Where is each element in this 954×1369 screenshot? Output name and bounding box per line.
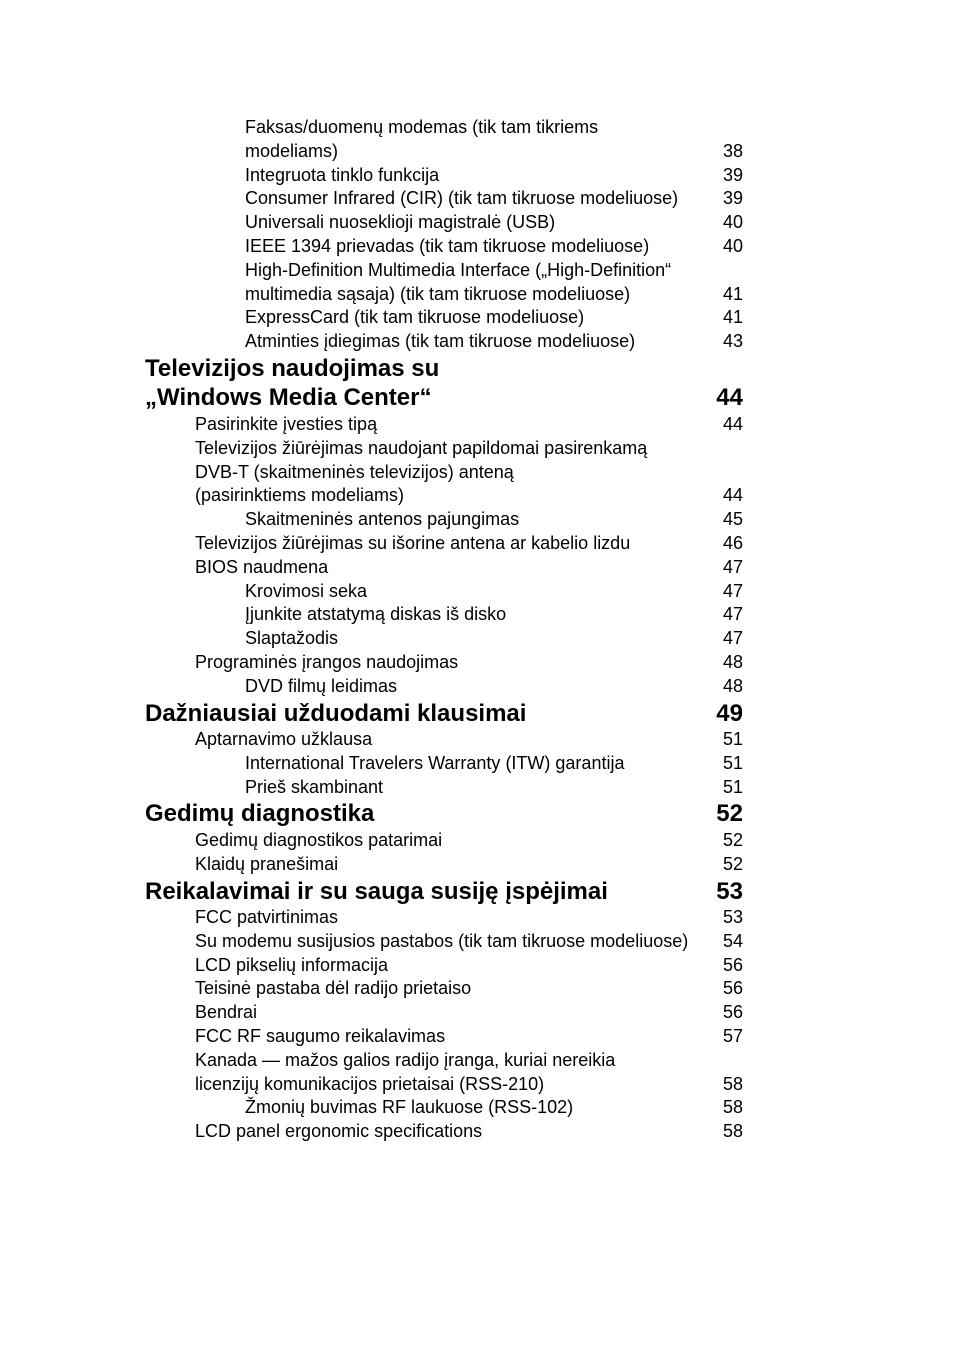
toc-entry[interactable]: [0, 580, 954, 604]
toc-entry[interactable]: [0, 776, 954, 800]
toc-page-number: 58: [722, 1121, 743, 1142]
toc-entry-title: Įjunkite atstatymą diskas iš disko: [245, 604, 507, 625]
toc-entry-title: Universali nuoseklioji magistralė (USB): [245, 212, 556, 233]
toc-entry-title: multimedia sąsaja) (tik tam tikruose modeliuose): [245, 283, 631, 304]
toc-page-number: 43: [722, 331, 743, 352]
toc-page-number: 44: [716, 384, 743, 412]
toc-page-number: 58: [722, 1097, 743, 1118]
toc-section-heading[interactable]: [0, 799, 954, 829]
toc-page-number: 57: [722, 1026, 743, 1046]
toc-entry[interactable]: [0, 651, 954, 675]
toc-page-number: 52: [722, 853, 743, 874]
toc-page-number: 53: [716, 877, 743, 905]
toc-entry-title: licenzijų komunikacijos prietaisai (RSS-210): [195, 1073, 545, 1094]
toc-entry[interactable]: [0, 413, 954, 437]
toc-entry-title: Krovimosi seka: [245, 580, 368, 601]
toc-entry[interactable]: [0, 603, 954, 627]
toc-page-number: 48: [722, 675, 743, 696]
toc-page-number: 39: [722, 188, 743, 209]
toc-entry-title: IEEE 1394 prievadas (tik tam tikruose modeliuose): [245, 235, 650, 256]
toc-entry-title: Consumer Infrared (CIR) (tik tam tikruose modeliuose): [245, 188, 679, 209]
toc-entry[interactable]: [0, 906, 954, 930]
toc-entry-title: DVB-T (skaitmeninės televizijos) anteną: [195, 461, 514, 482]
toc-entry-title: High-Definition Multimedia Interface („High-Definition“: [245, 259, 672, 280]
toc-section-heading[interactable]: [0, 699, 954, 729]
toc-entry-title: ExpressCard (tik tam tikruose modeliuose): [245, 307, 585, 328]
toc-entry[interactable]: [0, 853, 954, 877]
toc-entry[interactable]: [0, 306, 954, 330]
toc-entry-title: (pasirinktiems modeliams): [195, 485, 405, 506]
toc-entry-title: Slaptažodis: [245, 628, 339, 649]
toc-entry-title: modeliams): [245, 140, 339, 161]
toc-entry-title: Teisinė pastaba dėl radijo prietaiso: [195, 978, 472, 999]
toc-section-heading[interactable]: [0, 877, 954, 907]
toc-page-number: 40: [722, 235, 743, 256]
toc-entry-title: Integruota tinklo funkcija: [245, 164, 440, 185]
toc-entry-title: Prieš skambinant: [245, 776, 384, 797]
toc-page-number: 46: [722, 532, 743, 553]
toc-page-number: 58: [722, 1073, 743, 1094]
toc-entry-title: BIOS naudmena: [195, 556, 329, 577]
toc-entry[interactable]: [0, 235, 954, 259]
toc-page-number: 41: [722, 283, 743, 304]
toc-entry[interactable]: [0, 1001, 954, 1025]
toc-entry[interactable]: [0, 461, 954, 485]
toc-page-number: 52: [716, 800, 743, 828]
toc-entry-title: Kanada — mažos galios radijo įranga, kuriai nereikia: [195, 1049, 616, 1070]
toc-page-number: 40: [722, 212, 743, 233]
toc-entry[interactable]: [0, 556, 954, 580]
toc-entry[interactable]: [0, 1120, 954, 1144]
toc-entry[interactable]: [0, 954, 954, 978]
toc-page-number: 51: [722, 752, 743, 773]
toc-page-number: 51: [722, 729, 743, 750]
toc-entry-title: Žmonių buvimas RF laukuose (RSS-102): [245, 1097, 574, 1118]
toc-entry[interactable]: [0, 484, 954, 508]
toc-entry-title: Dažniausiai užduodami klausimai: [145, 699, 527, 727]
toc-entry-title: Bendrai: [195, 1002, 258, 1023]
toc-entry-title: Televizijos naudojimas su: [145, 354, 440, 382]
toc-page-number: 44: [722, 485, 743, 506]
toc-entry[interactable]: [0, 116, 954, 140]
toc-section-heading[interactable]: [0, 383, 954, 413]
toc-entry[interactable]: [0, 1049, 954, 1073]
toc-entry[interactable]: [0, 977, 954, 1001]
toc-entry[interactable]: [0, 1096, 954, 1120]
toc-page-number: 56: [722, 1002, 743, 1023]
toc-entry-title: Gedimų diagnostika: [145, 800, 375, 828]
toc-entry[interactable]: [0, 752, 954, 776]
toc-entry[interactable]: [0, 728, 954, 752]
toc-entry-title: LCD panel ergonomic specifications: [195, 1121, 483, 1142]
table-of-contents: [0, 116, 954, 1144]
toc-entry-title: Klaidų pranešimai: [195, 853, 339, 874]
toc-entry[interactable]: [0, 1025, 954, 1049]
toc-entry[interactable]: [0, 283, 954, 307]
toc-entry[interactable]: [0, 675, 954, 699]
toc-page-number: 38: [722, 140, 743, 161]
toc-page-number: 54: [722, 930, 743, 951]
toc-page-number: 56: [722, 954, 743, 975]
toc-entry-title: Atminties įdiegimas (tik tam tikruose modeliuose): [245, 331, 636, 352]
toc-entry-title: Televizijos žiūrėjimas naudojant papildomai pasirenkamą: [195, 437, 648, 458]
toc-entry[interactable]: [0, 437, 954, 461]
toc-entry-title: „Windows Media Center“: [145, 384, 432, 412]
toc-page-number: 49: [716, 699, 743, 727]
toc-entry-title: Faksas/duomenų modemas (tik tam tikriems: [245, 117, 599, 137]
toc-page-number: 44: [722, 413, 743, 434]
toc-page-number: 47: [722, 628, 743, 649]
toc-entry-title: Aptarnavimo užklausa: [195, 729, 373, 750]
toc-page-number: 45: [722, 509, 743, 530]
toc-entry-title: Skaitmeninės antenos pajungimas: [245, 509, 520, 530]
toc-section-heading[interactable]: [0, 354, 954, 384]
toc-page-number: 53: [722, 907, 743, 928]
toc-entry-title: LCD pikselių informacija: [195, 954, 389, 975]
toc-page-number: 47: [722, 604, 743, 625]
toc-entry[interactable]: [0, 930, 954, 954]
toc-entry[interactable]: [0, 187, 954, 211]
toc-page-number: 48: [722, 651, 743, 672]
toc-page-number: 39: [722, 164, 743, 185]
toc-entry-title: Reikalavimai ir su sauga susiję įspėjimai: [145, 877, 608, 905]
toc-entry[interactable]: [0, 532, 954, 556]
toc-entry-title: Programinės įrangos naudojimas: [195, 651, 459, 672]
toc-page-number: 47: [722, 556, 743, 577]
toc-entry[interactable]: [0, 508, 954, 532]
toc-entry[interactable]: [0, 627, 954, 651]
toc-page-number: 51: [722, 776, 743, 797]
toc-entry-title: Pasirinkite įvesties tipą: [195, 413, 378, 434]
toc-entry[interactable]: [0, 259, 954, 283]
toc-entry[interactable]: [0, 164, 954, 188]
toc-entry-title: DVD filmų leidimas: [245, 675, 398, 696]
toc-page-number: 56: [722, 978, 743, 999]
toc-page-number: 52: [722, 829, 743, 850]
toc-page-number: 41: [722, 307, 743, 328]
toc-entry[interactable]: [0, 140, 954, 164]
toc-entry[interactable]: [0, 330, 954, 354]
toc-entry[interactable]: [0, 829, 954, 853]
toc-page-number: 47: [722, 580, 743, 601]
toc-entry-title: Televizijos žiūrėjimas su išorine antena ar kabelio lizdu: [195, 532, 631, 553]
toc-entry-title: International Travelers Warranty (ITW) garantija: [245, 752, 625, 773]
toc-entry-title: FCC RF saugumo reikalavimas: [195, 1026, 446, 1046]
toc-entry[interactable]: [0, 211, 954, 235]
toc-entry[interactable]: [0, 1073, 954, 1097]
toc-entry-title: FCC patvirtinimas: [195, 907, 339, 928]
toc-entry-title: Su modemu susijusios pastabos (tik tam tikruose modeliuose): [195, 930, 689, 951]
toc-entry-title: Gedimų diagnostikos patarimai: [195, 829, 443, 850]
